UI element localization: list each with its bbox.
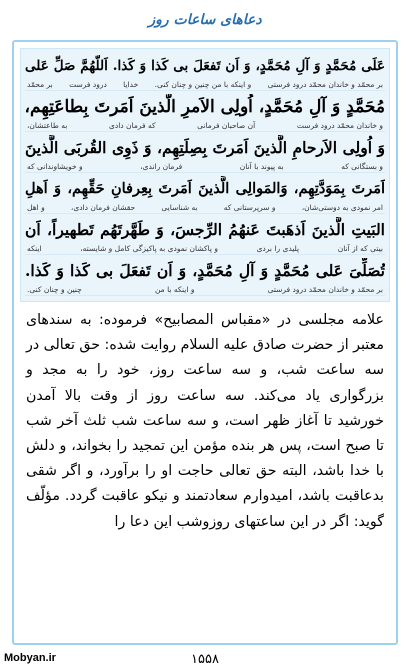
body-paragraph: علامه مجلسی در «مقباس المصابیح» فرموده: به سندهای معتبر از حضرت صادق علیه السلام روایت شده: حق تعالی در سه ساعت شب، و سه ساعت روز، خود را به مجد و بزرگواری یاد می‌کند. سه ساعت روز از وقت بالا آمدن خورشید تا آغاز ظهر است، و سه ساعت شب ثلث آخر شب تا صبح است، پس هر بنده مؤمن این تمجید را بخواند، و دلش با خدا باشد، البته حق تعالی حاجت او را برآورد، و اگر شقی بدعاقبت باشد، امیدوارم سعادتمند و نیکو عاقبت گردد. مؤلّف گوید: اگر در این ساعتهای روزوشب این دعا را <box>25 312 384 530</box>
arabic-line: اَمَرتَ بِمَوَدَّتِهِم، وَالمَوالِی الَّذینَ اَمَرتَ بِعِرفانِ حَقِّهِم، وَ اَهلِ <box>25 180 385 197</box>
page-footer <box>0 648 410 670</box>
translation-segment: و سرپرستانی که <box>223 203 276 212</box>
translation-segment: امر نمودی به دوستی‌شان، <box>301 203 383 212</box>
translation-line <box>25 161 385 173</box>
translation-segment: بیتی که از آنان <box>337 244 383 253</box>
translation-segment: و اهل <box>27 203 45 212</box>
translation-segment: آن صاحبان فرمانی <box>197 121 256 130</box>
arabic-prayer-block <box>20 48 390 302</box>
translation-segment: و اینکه با من چنین و چنان کنی. <box>154 80 252 89</box>
arabic-line: البَیتِ الَّذینَ اَذهَبتَ عَنهُمُ الرِّجسَ، وَ طَهَّرتَهُم تَطهیراً، اَن <box>25 220 385 239</box>
translation-line <box>25 79 385 91</box>
translation-segment: خدایا <box>123 80 139 89</box>
translation-segment: و پاکشان نمودی به پاکیزگی کامل و شایسته، <box>80 244 218 253</box>
arabic-line: عَلَی مُحَمَّدٍ وَ آلِ مُحَمَّدٍ، وَ اَن تَفعَلَ بی کَذا وَ کَذا. اَللّهُمَّ صَلِّ عَلی <box>25 58 385 74</box>
page-header <box>0 0 410 40</box>
translation-segment: که فرمان دادی <box>109 121 156 130</box>
translation-segment: و خویشاوندانی که <box>27 162 83 171</box>
translation-segment: پلیدی را بردی <box>256 244 300 253</box>
page-number: ۱۵۵۸ <box>191 652 219 667</box>
page-frame <box>12 40 398 645</box>
translation-segment: و بستگانی که <box>341 162 383 171</box>
translation-segment: چنین و چنان کنی. <box>27 285 82 294</box>
translation-segment: به شناسایی <box>161 203 198 212</box>
arabic-line: تُصَلِّیَ عَلی مُحَمَّدٍ وَ آلِ مُحَمَّدٍ، وَ اَن تَفعَلَ بی کَذا وَ کَذا. <box>25 261 385 280</box>
translation-line <box>25 243 385 255</box>
translation-segment: به طاعتشان، <box>27 121 68 130</box>
translation-segment: به پیوند با آنان <box>239 162 284 171</box>
arabic-line: مُحَمَّدٍ وَ آلِ مُحَمَّدٍ، اُولِی الاَمرِ الَّذینَ اَمَرتَ بِطاعَتِهِم، <box>25 97 385 117</box>
translation-segment: اینکه <box>27 244 42 253</box>
translation-line <box>25 284 385 296</box>
translation-line <box>25 120 385 132</box>
translation-segment: بر محمّد و خاندان محمّد درود فرستی <box>267 285 383 294</box>
translation-segment: حقشان فرمان دادی، <box>70 203 136 212</box>
translation-segment: بر محمّد و خاندان محمّد درود فرستی <box>267 80 383 89</box>
translation-segment: و خاندان محمّد درود فرست <box>296 121 383 130</box>
site-brand[interactable]: Mobyan.ir <box>4 652 56 664</box>
translation-segment: درود فرست <box>69 80 107 89</box>
translation-segment: فرمان راندی، <box>140 162 183 171</box>
arabic-line: وَ اُولِی الاَرحامِ الَّذینَ اَمَرتَ بِصِلَتِهِم، وَ ذَوِی القُربَی الَّذینَ <box>25 138 385 157</box>
translation-line <box>25 202 385 214</box>
translation-segment: بر محمّد <box>27 80 53 89</box>
translation-segment: و اینکه با من <box>154 285 195 294</box>
page-header-title: دعاهای ساعات روز <box>148 12 262 28</box>
